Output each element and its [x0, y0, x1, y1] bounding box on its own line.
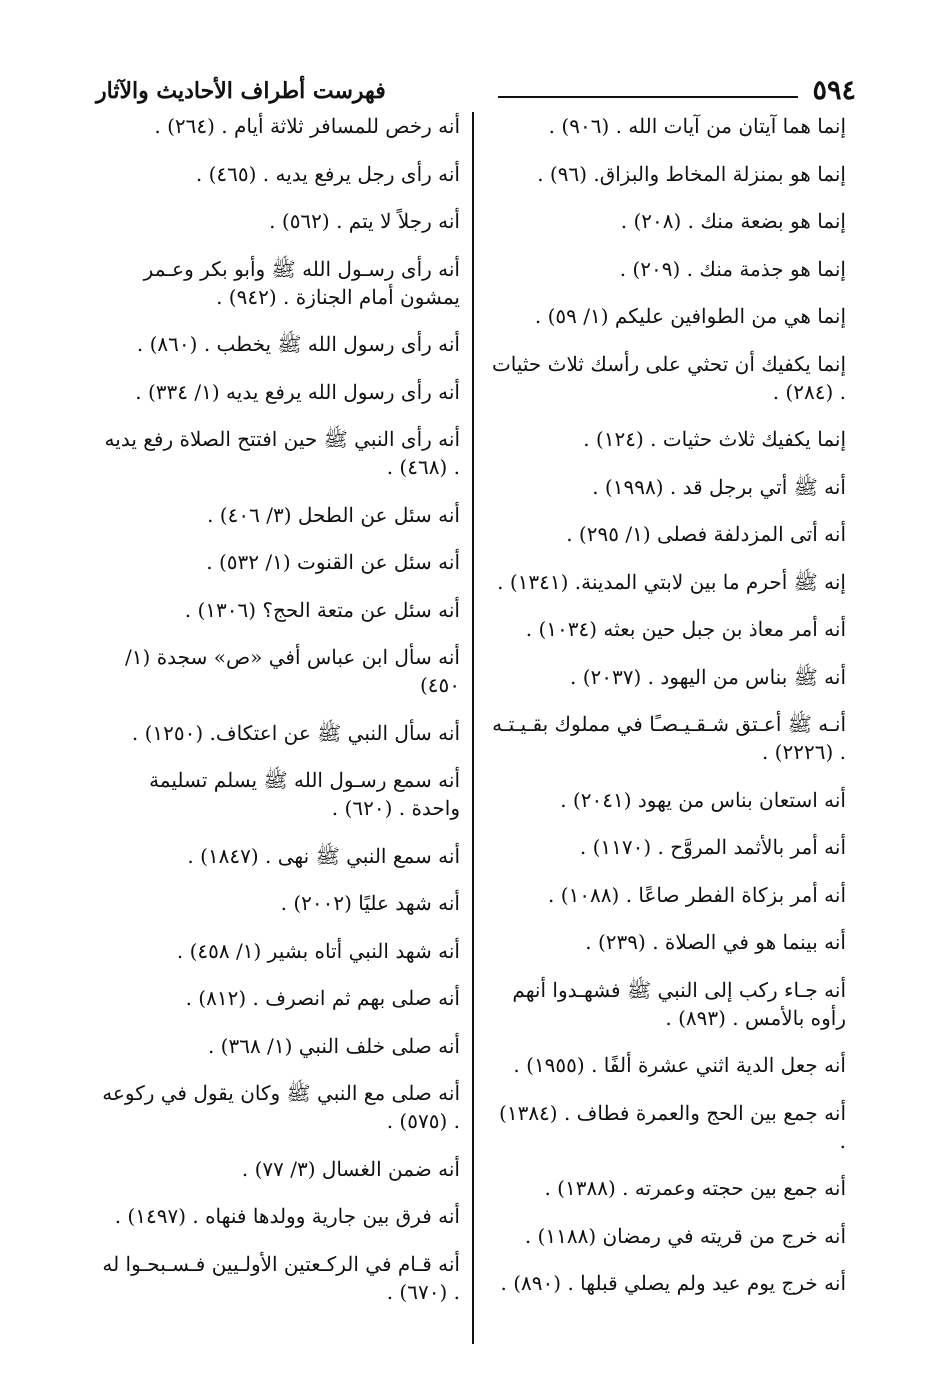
index-entry: أنه سمع النبي ﷺ نهى . (١٨٤٧) . — [187, 843, 460, 868]
index-entry: أنه رخص للمسافر ثلاثة أيام . (٢٦٤) . — [154, 114, 460, 138]
index-entry: إنما يكفيك أن تحثي على رأسك ثلاث حثيات . (٢٨٤) . — [491, 351, 846, 404]
index-entry: أنه رأى رسول الله ﷺ يخطب . (٨٦٠) . — [136, 332, 460, 356]
index-entry: أنه جمع بين الحج والعمرة فطاف . (١٣٨٤) . — [499, 1100, 846, 1153]
index-entry: أنه سمع رسـول الله ﷺ يسلم تسليمة واحدة . (٦٢٠) . — [149, 768, 460, 820]
index-entry: أنه رأى رجل يرفع يديه . (٤٦٥) . — [195, 161, 460, 186]
page-header — [96, 74, 856, 114]
index-entry: أنه أمر بزكاة الفطر صاعًا . (١٠٨٨) . — [548, 882, 846, 907]
index-entry: أنه ﷺ أتي برجل قد . (١٩٩٨) . — [592, 474, 846, 499]
index-entry: أنه ضمن الغسال (٣/ ٧٧) . — [241, 1156, 460, 1181]
index-entry: أنه خرج من قريته في رمضان (١١٨٨) . — [524, 1223, 846, 1248]
index-entry: أنه سئل عن متعة الحج؟ (١٣٠٦) . — [184, 597, 460, 622]
index-entry: أنه شهد عليًا (٢٠٠٢) . — [280, 891, 460, 915]
index-entry: أنـه ﷺ أعـتق شـقـيـصـًا في مملوك بقـيـتـه . (٢٢٢٦) . — [492, 712, 846, 764]
index-entry: أنه جمع بين حجته وعمرته . (١٣٨٨) . — [544, 1176, 846, 1200]
index-entry: أنه أتى المزدلفة فصلى (١/ ٢٩٥) . — [566, 522, 846, 546]
index-entry: أنه استعان بناس من يهود (٢٠٤١) . — [560, 787, 846, 812]
index-entry: أنه سأل ابن عباس أفي «ص» سجدة (١/ ٤٥٠) — [125, 645, 460, 697]
index-entry: أنه صلى بهم ثم انصرف . (٨١٢) . — [185, 986, 460, 1010]
right-column — [488, 112, 846, 1317]
index-entry: أنه خرج يوم عيد ولم يصلي قبلها . (٨٩٠) . — [500, 1271, 846, 1295]
index-entry: أنه أمر معاذ بن جبل حين بعثه (١٠٣٤) . — [525, 617, 846, 641]
index-entry: أنه رجلاً لا يتم . (٥٦٢) . — [269, 209, 460, 233]
page-number: ٥٩٤ — [812, 75, 856, 106]
index-entry: إنما هي من الطوافين عليكم (١/ ٥٩) . — [534, 304, 846, 328]
running-title: فهرست أطراف الأحاديث والآثار — [96, 78, 386, 104]
index-entry: إنما هو بمنزلة المخاط والبزاق. (٩٦) . — [537, 161, 846, 186]
index-entry: أنه صلى مع النبي ﷺ وكان يقول في ركوعه . (٥٧٥) . — [102, 1081, 460, 1133]
index-entry: إنه ﷺ أحرم ما بين لابتي المدينة. (١٣٤١) . — [497, 569, 846, 594]
index-entry: أنه سئل عن القنوت (١/ ٥٣٢) . — [206, 550, 460, 574]
index-entry: أنه بينما هو في الصلاة . (٢٣٩) . — [585, 930, 846, 954]
column-divider — [472, 112, 474, 1344]
index-entry: إنما يكفيك ثلاث حثيات . (١٢٤) . — [583, 427, 846, 451]
index-entry: أنه جعل الدية اثني عشرة ألفًا . (١٩٥٥) . — [513, 1053, 846, 1077]
index-entry: أنه رأى رسـول الله ﷺ وأبو بكر وعـمر يمشون أمام الجنازة . (٩٤٢) . — [143, 256, 460, 309]
index-entry: أنه فرق بين جارية وولدها فنهاه . (١٤٩٧) . — [114, 1204, 460, 1228]
index-entry: أنه أمر بالأثمد المروَّح . (١١٧٠) . — [579, 835, 846, 859]
index-entry: أنه صلى خلف النبي (١/ ٣٦٨) . — [207, 1033, 460, 1058]
header-rule — [498, 96, 798, 98]
index-entry: إنما هو جذمة منك . (٢٠٩) . — [619, 256, 846, 281]
left-column — [100, 112, 460, 1325]
index-entry: أنه رأى النبي ﷺ حين افتتح الصلاة رفع يديه . (٤٦٨) . — [104, 427, 460, 479]
index-entry: إنما هما آيتان من آيات الله . (٩٠٦) . — [548, 114, 846, 138]
index-entry: إنما هو بضعة منك . (٢٠٨) . — [620, 209, 846, 233]
index-entry: أنه شهد النبي أتاه بشير (١/ ٤٥٨) . — [176, 938, 460, 963]
index-entry: أنه سئل عن الطحل (٣/ ٤٠٦) . — [207, 502, 460, 527]
index-entry: أنه ﷺ بناس من اليهود . (٢٠٣٧) . — [570, 664, 846, 689]
index-entry: أنه سأل النبي ﷺ عن اعتكاف. (١٢٥٠) . — [131, 720, 460, 745]
index-entry: أنه رأى رسول الله يرفع يديه (١/ ٣٣٤) . — [135, 379, 460, 404]
index-entry: أنه قـام في الركـعتين الأولـيين فـسـبحـوا له . (٦٧٠) . — [102, 1251, 460, 1304]
index-entry: أنه جـاء ركب إلى النبي ﷺ فشهـدوا أنهم رأوه بالأمس . (٨٩٣) . — [512, 977, 846, 1030]
